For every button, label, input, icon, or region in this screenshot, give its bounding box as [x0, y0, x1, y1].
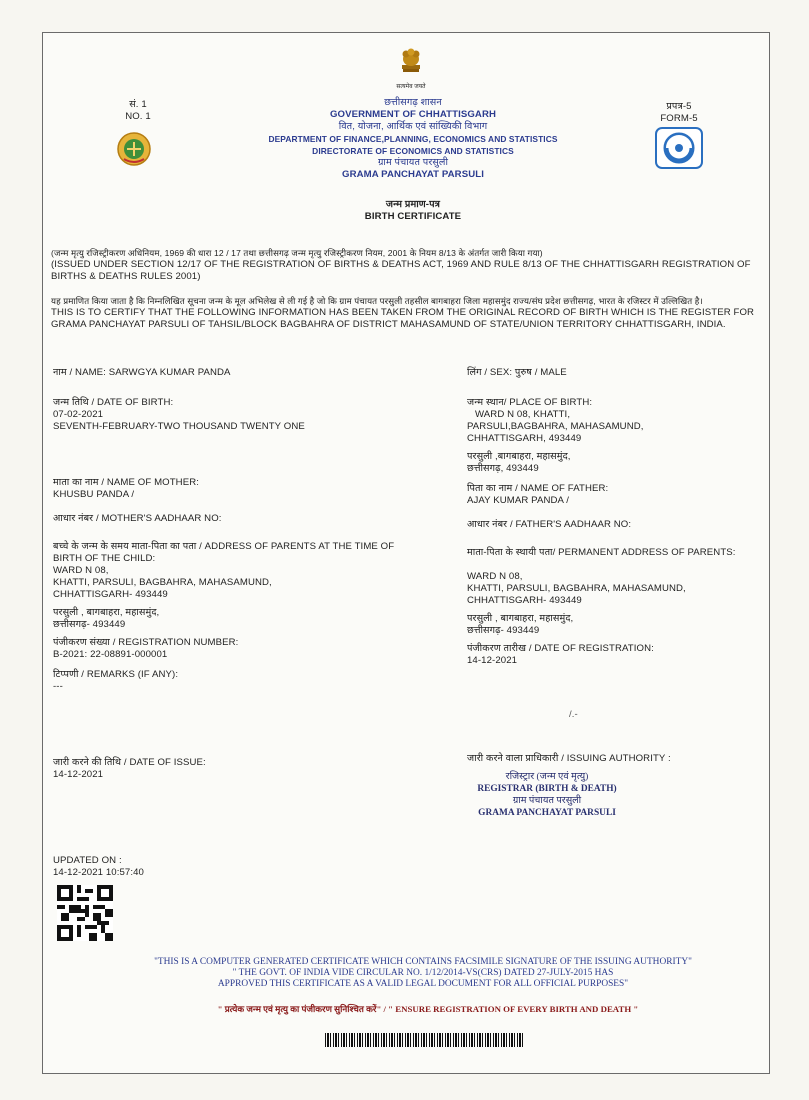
birth-address-hindi1: परसुली , बागबाहरा, महासमुंद, — [53, 607, 160, 618]
title-hindi: जन्म प्रमाण-पत्र — [385, 199, 441, 210]
certify-en: THIS IS TO CERTIFY THAT THE FOLLOWING INFORMATION HAS BEEN TAKEN FROM THE ORIGINAL RECORD OF BIRTH WHICH IS THE REGISTER FOR GRAMA PANCHAYAT PARSULI OF TAHSIL/BLOCK BAGBAHRA OF DISTRICT MAHASAMUND OF STATE/UNION TERRITORY CHHATTISGARH, INDIA. — [51, 307, 755, 330]
emblem-motto: सत्यमेव जयते — [396, 84, 426, 90]
father-aadhaar-label: आधार नंबर / FATHER'S AADHAAR NO: — [467, 519, 632, 530]
left-column — [53, 367, 433, 693]
header-block — [243, 97, 583, 181]
pob-line3: CHHATTISGARH, 493449 — [467, 433, 582, 444]
permanent-address-hindi2: छत्तीसगढ़- 493449 — [467, 625, 540, 636]
directorate-name: DIRECTORATE OF ECONOMICS AND STATISTICS — [312, 146, 514, 156]
certify-hindi: यह प्रमाणित किया जाता है कि निम्नलिखित सूचना जन्म के मूल अभिलेख से ली गई है जो कि ग्राम पंचायत परसुली तहसील बागबाहरा जिला महासमुंद राज्य/संघ प्रदेश छत्तीसगढ़, भारत के रजिस्टर में उल्लिखित है। — [51, 296, 703, 306]
permanent-address-label: माता-पिता के स्थायी पता/ PERMANENT ADDRESS OF PARENTS: — [467, 547, 736, 558]
cert-number — [113, 99, 163, 123]
permanent-address-hindi1: परसुली , बागबाहरा, महासमुंद, — [467, 613, 574, 624]
birth-address-label: बच्चे के जन्म के समय माता-पिता का पता / ADDRESS OF PARENTS AT THE TIME OF — [53, 541, 395, 552]
panchayat-name-hindi: ग्राम पंचायत परसुली — [377, 157, 449, 168]
registrar-stamp — [447, 771, 647, 819]
disclaimer-line3: APPROVED THIS CERTIFICATE AS A VALID LEGAL DOCUMENT FOR ALL OFFICIAL PURPOSES" — [217, 979, 629, 989]
dob-label: जन्म तिथि / DATE OF BIRTH: — [53, 397, 174, 408]
certificate-page — [42, 32, 770, 1074]
updated-on-label: UPDATED ON : — [53, 855, 122, 866]
cert-number-hindi: सं. 1 — [129, 99, 147, 110]
crs-logo-icon — [655, 127, 703, 174]
signature-mark: /.- — [569, 709, 578, 720]
mother-aadhaar-label: आधार नंबर / MOTHER'S AADHAAR NO: — [53, 513, 222, 524]
registration-slogan: " प्रत्येक जन्म एवं मृत्यु का पंजीकरण सुनिश्चित करें" / " ENSURE REGISTRATION OF EVERY BIRTH AND DEATH " — [217, 1004, 639, 1014]
state-emblem-icon — [115, 131, 153, 172]
permanent-address-line3: CHHATTISGARH- 493449 — [467, 595, 582, 606]
registration-date-value: 14-12-2021 — [467, 655, 518, 666]
gov-name-en: GOVERNMENT OF CHHATTISGARH — [329, 109, 497, 120]
father-name-label: पिता का नाम / NAME OF FATHER: — [467, 483, 609, 494]
title-en: BIRTH CERTIFICATE — [364, 211, 462, 222]
dob-value: 07-02-2021 — [53, 409, 104, 420]
pob-label: जन्म स्थान/ PLACE OF BIRTH: — [467, 397, 593, 408]
registration-date-label: पंजीकरण तारीख / DATE OF REGISTRATION: — [467, 643, 654, 654]
father-name-value: AJAY KUMAR PANDA / — [467, 495, 570, 506]
birth-address-line1: WARD N 08, — [53, 565, 109, 576]
stamp-line1: रजिस्ट्रार (जन्म एवं मृत्यु) — [505, 771, 589, 782]
permanent-address-line1: WARD N 08, — [467, 571, 523, 582]
certify-paragraph — [51, 295, 765, 331]
pob-line2: PARSULI,BAGBAHRA, MAHASAMUND, — [467, 421, 644, 432]
issue-date-value: 14-12-2021 — [53, 769, 104, 780]
disclaimer-line2: " THE GOVT. OF INDIA VIDE CIRCULAR NO. 1/12/2014-VS(CRS) DATED 27-JULY-2015 HAS — [232, 968, 614, 978]
issue-date-label: जारी करने की तिथि / DATE OF ISSUE: — [53, 757, 206, 768]
issued-under-paragraph — [51, 247, 765, 283]
birth-address-line3: CHHATTISGARH- 493449 — [53, 589, 168, 600]
barcode — [325, 1033, 525, 1047]
ashoka-emblem-icon — [396, 45, 426, 79]
child-sex: लिंग / SEX: पुरुष / MALE — [467, 367, 567, 378]
dob-words: SEVENTH-FEBRUARY-TWO THOUSAND TWENTY ONE — [53, 421, 305, 432]
birth-address-hindi2: छत्तीसगढ़- 493449 — [53, 619, 126, 630]
dept-name-en: DEPARTMENT OF FINANCE,PLANNING, ECONOMICS AND STATISTICS — [268, 134, 558, 144]
qr-code[interactable] — [57, 885, 113, 946]
issued-under-en: (ISSUED UNDER SECTION 12/17 OF THE REGISTRATION OF BIRTHS & DEATHS ACT, 1969 AND RULE 8/13 OF THE CHHATTISGARH REGISTRATION OF BIRTHS & DEATHS RULES 2001) — [51, 259, 751, 282]
form-number-en: FORM-5 — [660, 113, 698, 124]
updated-on-value: 14-12-2021 10:57:40 — [53, 867, 144, 878]
cert-number-en: NO. 1 — [125, 111, 151, 122]
gov-name-hindi: छत्तीसगढ़ शासन — [384, 97, 442, 108]
child-name: नाम / NAME: SARWGYA KUMAR PANDA — [53, 367, 231, 378]
updated-on-block — [53, 855, 144, 879]
disclaimer — [113, 957, 733, 990]
stamp-line2: REGISTRAR (BIRTH & DEATH) — [477, 784, 617, 794]
registration-number-label: पंजीकरण संख्या / REGISTRATION NUMBER: — [53, 637, 239, 648]
pob-hindi1: परसुली ,बागबाहरा, महासमुंद, — [467, 451, 571, 462]
form-number-hindi: प्रपत्र-5 — [666, 101, 692, 112]
stamp-line3: ग्राम पंचायत परसुली — [512, 795, 582, 806]
certificate-title — [243, 199, 583, 223]
issued-under-hindi: (जन्म मृत्यु रजिस्ट्रीकरण अधिनियम, 1969 की धारा 12 / 17 तथा छत्तीसगढ़ जन्म मृत्यु रजिस्ट्रीकरण नियम, 2001 के नियम 8/13 के अंतर्गत जारी किया गया) — [51, 248, 543, 258]
pob-hindi2: छत्तीसगढ़, 493449 — [467, 463, 539, 474]
issue-date-block — [53, 757, 433, 781]
birth-address-label-2: BIRTH OF THE CHILD: — [53, 553, 156, 564]
right-column — [467, 367, 763, 667]
form-number — [649, 101, 709, 125]
mother-name-label: माता का नाम / NAME OF MOTHER: — [53, 477, 200, 488]
mother-name-value: KHUSBU PANDA / — [53, 489, 135, 500]
panchayat-name-en: GRAMA PANCHAYAT PARSULI — [342, 169, 484, 180]
dept-name-hindi: वित, योजना, आर्थिक एवं सांख्यिकी विभाग — [338, 121, 488, 132]
remarks-label: टिप्पणी / REMARKS (IF ANY): — [53, 669, 179, 680]
issuing-authority-label: जारी करने वाला प्राधिकारी / ISSUING AUTHORITY : — [467, 753, 671, 764]
pob-line1: WARD N 08, KHATTI, — [475, 409, 571, 420]
registration-number-value: B-2021: 22-08891-000001 — [53, 649, 168, 660]
remarks-value: --- — [53, 681, 63, 692]
stamp-line4: GRAMA PANCHAYAT PARSULI — [478, 808, 616, 818]
birth-address-line2: KHATTI, PARSULI, BAGBAHRA, MAHASAMUND, — [53, 577, 272, 588]
permanent-address-line2: KHATTI, PARSULI, BAGBAHRA, MAHASAMUND, — [467, 583, 686, 594]
national-emblem — [381, 45, 441, 91]
disclaimer-line1: "THIS IS A COMPUTER GENERATED CERTIFICATE WHICH CONTAINS FACSIMILE SIGNATURE OF THE ISSUING AUTHORITY" — [154, 957, 692, 967]
